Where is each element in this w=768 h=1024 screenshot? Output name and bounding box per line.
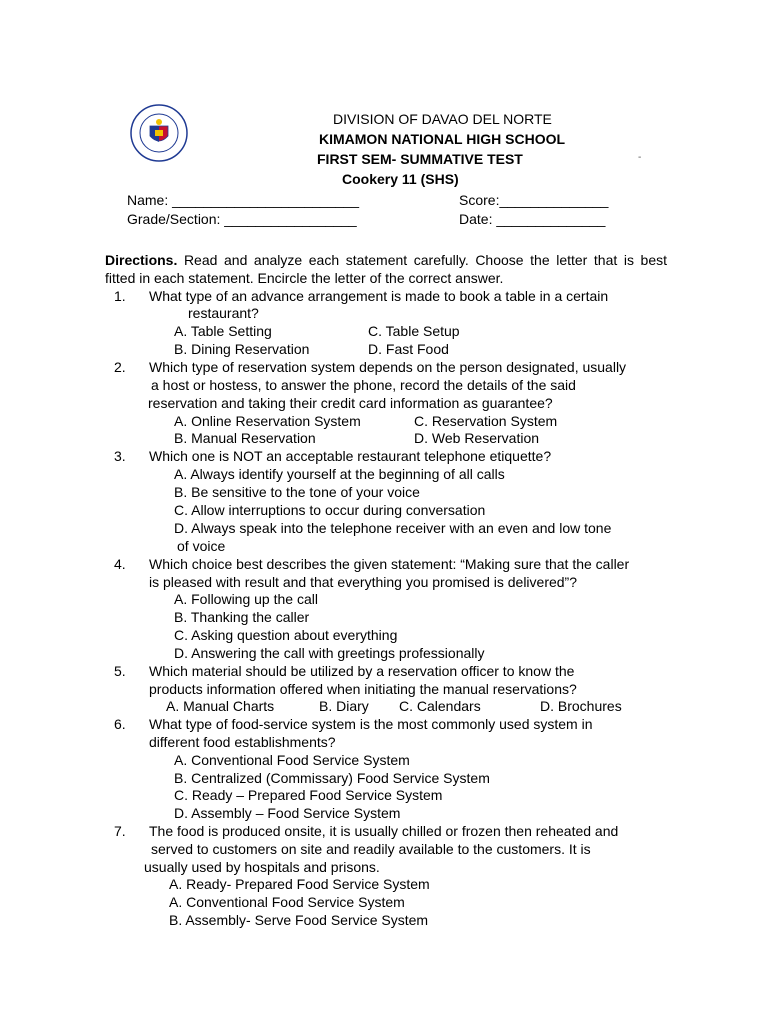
q1-line2: restaurant? (188, 305, 259, 321)
name-field: Name: ________________________ (127, 192, 359, 208)
q2-line2: a host or hostess, to answer the phone, record the details of the said (151, 377, 576, 393)
q2-option-b: B. Manual Reservation (174, 430, 316, 446)
q3-option-a: A. Always identify yourself at the beginning of all calls (174, 466, 505, 482)
division-title: DIVISION OF DAVAO DEL NORTE (333, 111, 552, 127)
q5-option-b: B. Diary (319, 698, 369, 714)
q7-option-a-repeat: A. Conventional Food Service System (169, 894, 405, 910)
q3-option-b: B. Be sensitive to the tone of your voice (174, 484, 420, 500)
q2-line1: Which type of reservation system depends on the person designated, usually (149, 359, 627, 375)
q5-line2: products information offered when initiating the manual reservations? (149, 681, 577, 697)
q6-number: 6. (114, 716, 126, 732)
grade-section-field: Grade/Section: _________________ (127, 211, 357, 227)
q5-option-a: A. Manual Charts (166, 698, 275, 714)
stray-dash: - (638, 152, 642, 163)
q1-option-a: A. Table Setting (174, 323, 272, 339)
q6-option-b: B. Centralized (Commissary) Food Service System (174, 770, 490, 786)
q4-option-d: D. Answering the call with greetings professionally (174, 645, 485, 661)
deped-seal-logo (130, 104, 188, 162)
q3-option-d: D. Always speak into the telephone receiver with an even and low tone (174, 520, 612, 536)
q3-option-c: C. Allow interruptions to occur during conversation (174, 502, 486, 518)
q1-option-d: D. Fast Food (368, 341, 449, 357)
directions (105, 251, 667, 287)
q6-line1: What type of food-service system is the most commonly used system in (149, 716, 593, 732)
date-field: Date: ______________ (459, 211, 606, 227)
school-name: KIMAMON NATIONAL HIGH SCHOOL (319, 131, 566, 147)
q4-line2: is pleased with result and that everything you promised is delivered”? (149, 574, 578, 590)
q2-line3: reservation and taking their credit card information as guarantee? (148, 395, 553, 411)
q1-number: 1. (114, 288, 126, 304)
q5-option-d: D. Brochures (540, 698, 622, 714)
q6-option-c: C. Ready – Prepared Food Service System (174, 787, 443, 803)
q3-number: 3. (114, 448, 126, 464)
q1-option-b: B. Dining Reservation (174, 341, 310, 357)
test-title: FIRST SEM- SUMMATIVE TEST (317, 151, 523, 167)
q2-number: 2. (114, 359, 126, 375)
q7-option-b: B. Assembly- Serve Food Service System (169, 912, 429, 928)
q5-option-c: C. Calendars (399, 698, 481, 714)
q5-line1: Which material should be utilized by a reservation officer to know the (149, 663, 575, 679)
q3-line1: Which one is NOT an acceptable restaurant telephone etiquette? (149, 448, 552, 464)
q6-option-a: A. Conventional Food Service System (174, 752, 410, 768)
q2-option-d: D. Web Reservation (414, 430, 540, 446)
directions-label: Directions. (105, 252, 178, 268)
q4-option-c: C. Asking question about everything (174, 627, 398, 643)
score-field: Score:______________ (459, 192, 609, 208)
q4-option-b: B. Thanking the caller (174, 609, 310, 625)
q2-option-c: C. Reservation System (414, 413, 558, 429)
q7-option-a: A. Ready- Prepared Food Service System (169, 876, 430, 892)
q6-line2: different food establishments? (149, 734, 336, 750)
q5-number: 5. (114, 663, 126, 679)
q1-option-c: C. Table Setup (368, 323, 460, 339)
q7-line1: The food is produced onsite, it is usually chilled or frozen then reheated and (149, 823, 619, 839)
q3-option-d-cont: of voice (177, 538, 226, 554)
q4-number: 4. (114, 556, 126, 572)
q1-line1: What type of an advance arrangement is made to book a table in a certain (149, 288, 609, 304)
q4-line1: Which choice best describes the given statement: “Making sure that the caller (149, 556, 630, 572)
q2-option-a: A. Online Reservation System (174, 413, 361, 429)
q6-option-d: D. Assembly – Food Service System (174, 805, 401, 821)
q7-line2: served to customers on site and readily available to the customers. It is (151, 841, 591, 857)
directions-text: Read and analyze each statement carefully. Choose the letter that is best fitted in each statement. Encircle the letter of the correct answer. (105, 252, 667, 286)
subject-title: Cookery 11 (SHS) (342, 171, 459, 187)
q7-line3: usually used by hospitals and prisons. (144, 859, 380, 875)
q4-option-a: A. Following up the call (174, 591, 318, 607)
q7-number: 7. (114, 823, 126, 839)
